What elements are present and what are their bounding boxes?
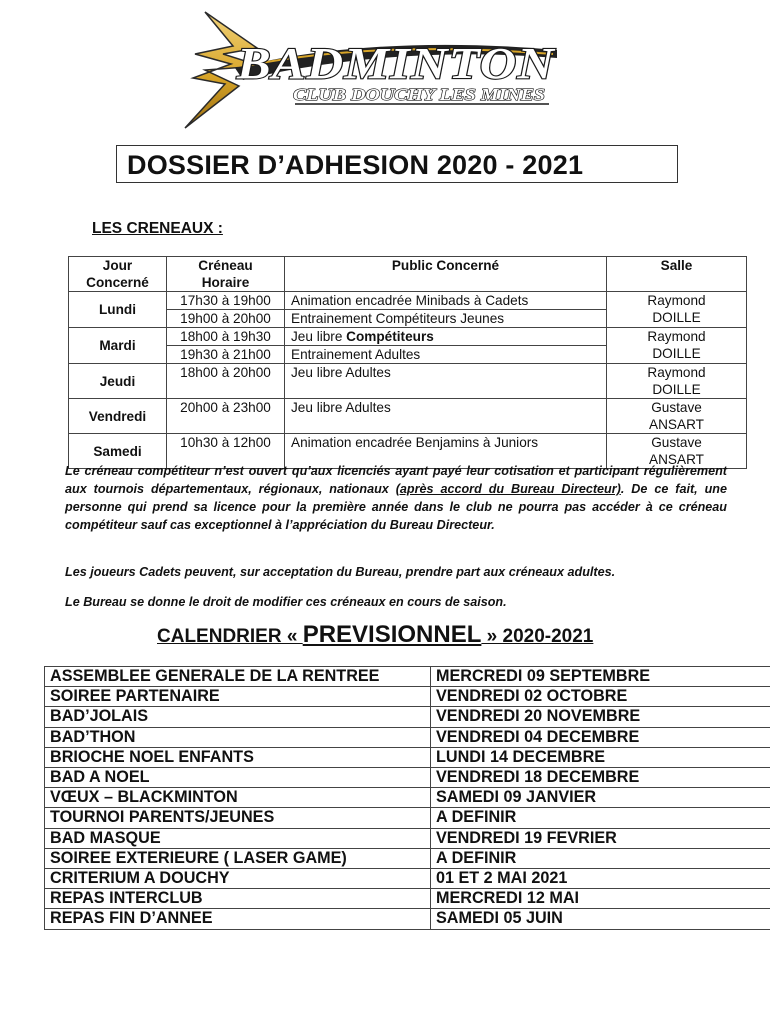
date-cell: SAMEDI 05 JUIN [431,909,770,929]
table-row [45,808,770,828]
calendar-table [44,666,770,930]
day-cell: Mardi [69,328,167,364]
salle-cell: Raymond DOILLE [607,364,747,399]
table-row [45,687,770,707]
time-cell: 18h00 à 19h30 [167,328,285,346]
salle-cell: Raymond DOILLE [607,292,747,328]
event-cell: TOURNOI PARENTS/JEUNES [45,808,431,828]
event-cell: ASSEMBLEE GENERALE DE LA RENTREE [45,667,431,687]
date-cell: VENDREDI 18 DECEMBRE [431,768,770,788]
table-row [69,364,747,399]
public-cell: Jeu libre Compétiteurs [285,328,607,346]
public-cell: Jeu libre Adultes [285,364,607,399]
table-row [45,848,770,868]
table-row [69,399,747,434]
table-row [69,328,747,346]
day-cell: Vendredi [69,399,167,434]
logo-sub-text: CLUB DOUCHY LES MINES [293,85,545,104]
date-cell: SAMEDI 09 JANVIER [431,788,770,808]
date-cell: LUNDI 14 DECEMBRE [431,747,770,767]
date-cell: VENDREDI 02 OCTOBRE [431,687,770,707]
date-cell: VENDREDI 20 NOVEMBRE [431,707,770,727]
time-cell: 19h30 à 21h00 [167,346,285,364]
table-row [45,828,770,848]
date-cell: MERCREDI 12 MAI [431,889,770,909]
day-cell: Lundi [69,292,167,328]
note-bureau: Le Bureau se donne le droit de modifier ces créneaux en cours de saison. [65,595,507,609]
header-jour: Jour Concerné [69,257,167,292]
table-row [45,707,770,727]
schedule-table [68,256,747,469]
public-cell: Animation encadrée Minibads à Cadets [285,292,607,310]
table-row [45,667,770,687]
salle-cell: Gustave ANSART [607,434,747,469]
table-row [69,292,747,310]
schedule-header-row [69,257,747,292]
table-row [45,788,770,808]
badminton-club-logo [165,8,565,130]
public-cell: Animation encadrée Benjamins à Juniors [285,434,607,469]
calendar-title: CALENDRIER « PREVISIONNEL » 2020-2021 [157,621,594,648]
public-cell: Entrainement Adultes [285,346,607,364]
event-cell: REPAS INTERCLUB [45,889,431,909]
header-salle: Salle [607,257,747,292]
header-public: Public Concerné [285,257,607,292]
event-cell: SOIREE EXTERIEURE ( LASER GAME) [45,848,431,868]
event-cell: VŒUX – BLACKMINTON [45,788,431,808]
date-cell: 01 ET 2 MAI 2021 [431,869,770,889]
salle-cell: Gustave ANSART [607,399,747,434]
time-cell: 19h00 à 20h00 [167,310,285,328]
table-row [45,768,770,788]
date-cell: MERCREDI 09 SEPTEMBRE [431,667,770,687]
logo-main-text: BADMINTON [235,39,557,88]
event-cell: REPAS FIN D’ANNEE [45,909,431,929]
header-creneau: Créneau Horaire [167,257,285,292]
date-cell: A DEFINIR [431,808,770,828]
time-cell: 20h00 à 23h00 [167,399,285,434]
event-cell: BRIOCHE NOEL ENFANTS [45,747,431,767]
note-cadets: Les joueurs Cadets peuvent, sur acceptation du Bureau, prendre part aux créneaux adultes. [65,565,616,579]
date-cell: VENDREDI 04 DECEMBRE [431,727,770,747]
event-cell: CRITERIUM A DOUCHY [45,869,431,889]
time-cell: 18h00 à 20h00 [167,364,285,399]
event-cell: BAD A NOEL [45,768,431,788]
public-cell: Jeu libre Adultes [285,399,607,434]
date-cell: VENDREDI 19 FEVRIER [431,828,770,848]
page-title: DOSSIER D’ADHESION 2020 - 2021 [127,150,584,180]
event-cell: BAD’JOLAIS [45,707,431,727]
title-box [116,145,678,183]
public-cell: Entrainement Compétiteurs Jeunes [285,310,607,328]
time-cell: 10h30 à 12h00 [167,434,285,469]
table-row [45,889,770,909]
note-competiteur: Le créneau compétiteur n’est ouvert qu’aux licenciés ayant payé leur cotisation et participant régulièrement aux tournois départementaux, régionaux, nationaux (après accord du Bureau Directeur). De ce fait, une personne qui prend sa licence pour la première année dans le club ne pourra pas accéder à ce créneau compétiteur sauf cas exceptionnel à l’appréciation du Bureau Directeur. [65,464,727,532]
date-cell: A DEFINIR [431,848,770,868]
day-cell: Samedi [69,434,167,469]
event-cell: BAD MASQUE [45,828,431,848]
table-row [45,727,770,747]
salle-cell: Raymond DOILLE [607,328,747,364]
table-row [45,869,770,889]
day-cell: Jeudi [69,364,167,399]
event-cell: SOIREE PARTENAIRE [45,687,431,707]
table-row [45,747,770,767]
table-row [45,909,770,929]
event-cell: BAD’THON [45,727,431,747]
time-cell: 17h30 à 19h00 [167,292,285,310]
creneaux-heading: LES CRENEAUX : [92,220,223,237]
